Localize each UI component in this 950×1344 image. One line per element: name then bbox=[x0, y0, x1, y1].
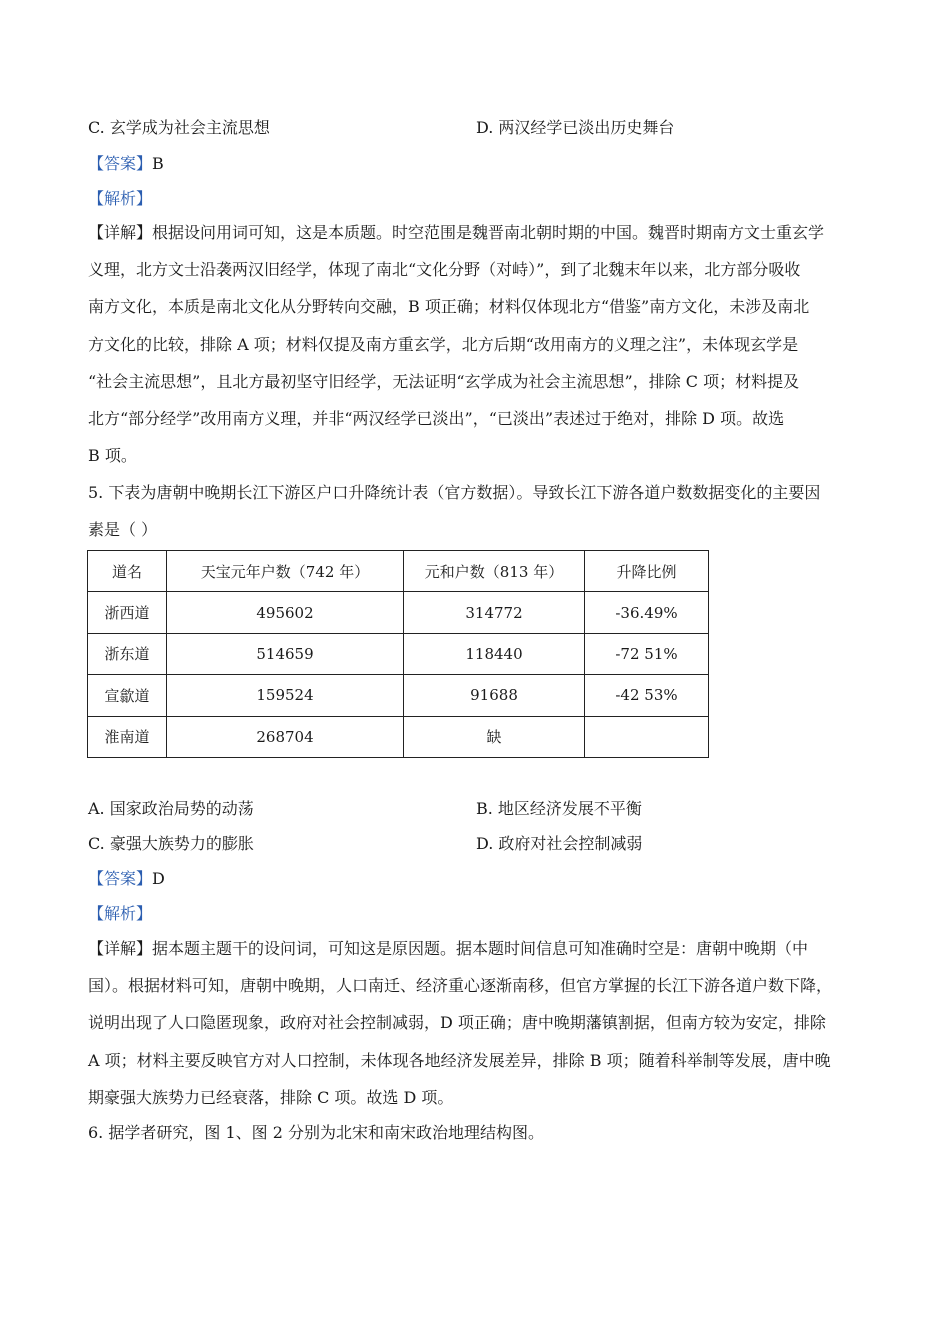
table-row bbox=[88, 633, 709, 674]
q5-analysis-tag: 【解析】 bbox=[88, 904, 153, 923]
q5-detail-line: 期豪强大族势力已经衰落，排除 C 项。故选 D 项。 bbox=[88, 1087, 454, 1107]
q5-stem-line: 5. 下表为唐朝中晚期长江下游区户口升降统计表（官方数据）。导致长江下游各道户数数据变化的主要因 bbox=[88, 483, 821, 502]
answer-value: B bbox=[152, 154, 164, 173]
table-cell: 314772 bbox=[404, 592, 585, 633]
household-table bbox=[87, 550, 709, 758]
table-row bbox=[88, 592, 709, 633]
q5-detail bbox=[88, 930, 868, 1116]
q5-detail-line: 说明出现了人口隐匿现象，政府对社会控制减弱，D 项正确；唐中晚期藩镇割据，但南方较为安定，排除 bbox=[88, 1013, 826, 1033]
table-header: 元和户数（813 年） bbox=[404, 551, 585, 592]
q5-option-c: C. 豪强大族势力的膨胀 bbox=[88, 834, 254, 853]
q5-detail-line: 国）。根据材料可知，唐朝中晚期，人口南迁、经济重心逐渐南移，但官方掌握的长江下游各道户数下降， bbox=[88, 976, 833, 996]
q4-option-d: D. 两汉经学已淡出历史舞台 bbox=[476, 118, 675, 137]
q4-detail-line: 南方文化，本质是南北文化从分野转向交融，B 项正确；材料仅体现北方“借鉴”南方文化，未涉及南北 bbox=[88, 297, 810, 317]
q5-stem bbox=[88, 474, 868, 548]
q4-detail-line: 方文化的比较，排除 A 项；材料仅提及南方重玄学，北方后期“改用南方的义理之注”，未体现玄学是 bbox=[88, 334, 799, 354]
q4-detail-line: 北方“部分经学”改用南方义理，并非“两汉经学已淡出”，“已淡出”表述过于绝对，排除 D 项。故选 bbox=[88, 409, 785, 429]
answer-value: D bbox=[152, 869, 165, 888]
table-header: 道名 bbox=[88, 551, 167, 592]
table-cell: 宣歙道 bbox=[88, 675, 167, 716]
table-header: 升降比例 bbox=[585, 551, 709, 592]
table-row bbox=[88, 675, 709, 716]
table-cell: -42 53% bbox=[585, 675, 709, 716]
q4-detail-line: 义理，北方文士沿袭两汉旧经学，体现了南北“文化分野（对峙）”，到了北魏末年以来，北方部分吸收 bbox=[88, 260, 801, 280]
table-cell: 浙西道 bbox=[88, 592, 167, 633]
q5-stem-line: 素是（ ） bbox=[88, 520, 158, 540]
q4-detail-line: “社会主流思想”，且北方最初坚守旧经学，无法证明“玄学成为社会主流思想”，排除 C 项；材料提及 bbox=[88, 371, 800, 391]
q5-option-b: B. 地区经济发展不平衡 bbox=[476, 799, 642, 818]
table-cell: 118440 bbox=[404, 633, 585, 674]
q5-detail-line: A 项；材料主要反映官方对人口控制，未体现各地经济发展差异，排除 B 项；随着科举制等发展，唐中晚 bbox=[88, 1050, 831, 1070]
q4-detail-line: B 项。 bbox=[88, 446, 137, 466]
table-cell: 159524 bbox=[167, 675, 404, 716]
table-cell: 浙东道 bbox=[88, 633, 167, 674]
table-cell: -72 51% bbox=[585, 633, 709, 674]
table-header-row bbox=[88, 551, 709, 592]
q4-detail bbox=[88, 214, 868, 474]
table-cell: -36.49% bbox=[585, 592, 709, 633]
table-header: 天宝元年户数（742 年） bbox=[167, 551, 404, 592]
q5-option-d: D. 政府对社会控制减弱 bbox=[476, 834, 643, 853]
q5-answer bbox=[88, 869, 165, 889]
q5-detail-line: 【详解】据本题主题干的设问词，可知这是原因题。据本题时间信息可知准确时空是：唐朝中晚期（中 bbox=[88, 939, 809, 958]
q4-answer bbox=[88, 154, 164, 174]
table-cell: 514659 bbox=[167, 633, 404, 674]
q6-stem: 6. 据学者研究，图 1、图 2 分别为北宋和南宋政治地理结构图。 bbox=[88, 1123, 544, 1142]
q4-analysis-tag: 【解析】 bbox=[88, 189, 153, 208]
table-cell: 268704 bbox=[167, 716, 404, 757]
answer-tag: 【答案】 bbox=[88, 869, 153, 888]
table-row bbox=[88, 716, 709, 757]
table-cell: 91688 bbox=[404, 675, 585, 716]
table-cell bbox=[585, 716, 709, 757]
table-cell: 缺 bbox=[404, 716, 585, 757]
q4-detail-line: 【详解】根据设问用词可知，这是本质题。时空范围是魏晋南北朝时期的中国。魏晋时期南方文士重玄学 bbox=[88, 223, 825, 242]
table-cell: 淮南道 bbox=[88, 716, 167, 757]
q4-option-c: C. 玄学成为社会主流思想 bbox=[88, 118, 270, 137]
table-cell: 495602 bbox=[167, 592, 404, 633]
q5-option-a: A. 国家政治局势的动荡 bbox=[88, 799, 254, 818]
answer-tag: 【答案】 bbox=[88, 154, 153, 173]
